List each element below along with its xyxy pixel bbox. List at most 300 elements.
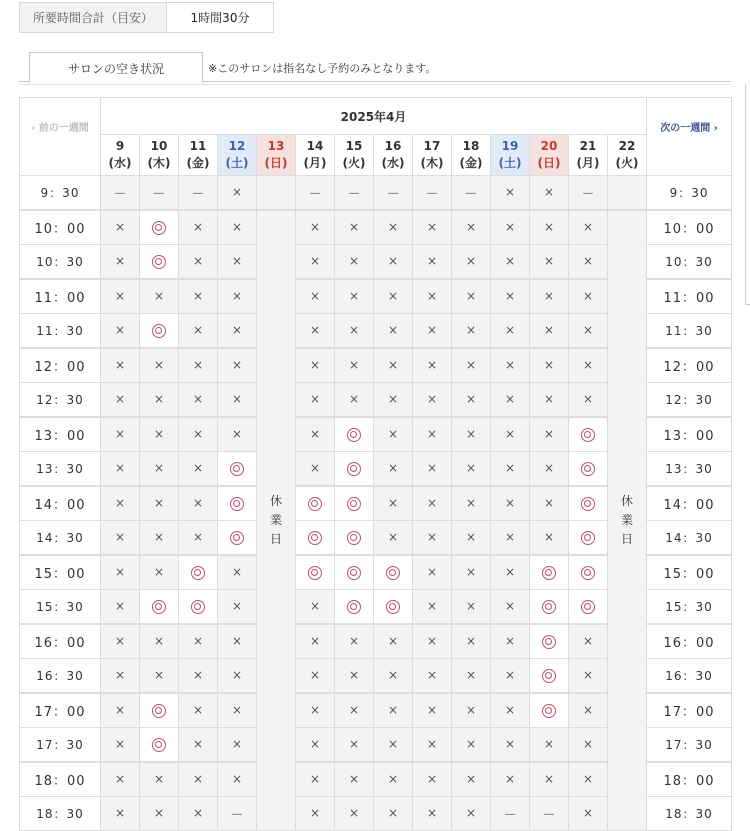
full-icon: × <box>309 392 321 406</box>
available-slot[interactable] <box>374 555 413 590</box>
available-slot[interactable] <box>335 590 374 625</box>
full-icon: × <box>309 737 321 751</box>
available-icon <box>152 738 166 752</box>
full-icon: × <box>543 772 555 786</box>
full-slot <box>491 314 530 349</box>
available-icon <box>152 324 166 338</box>
full-slot <box>491 555 530 590</box>
full-icon: × <box>582 634 594 648</box>
available-slot[interactable] <box>569 521 608 556</box>
available-slot[interactable] <box>179 555 218 590</box>
available-slot[interactable] <box>569 590 608 625</box>
full-icon: × <box>543 254 555 268</box>
full-slot <box>491 176 530 211</box>
full-slot <box>140 417 179 452</box>
day-header-16 <box>374 135 413 176</box>
full-slot <box>296 590 335 625</box>
available-slot[interactable] <box>569 486 608 521</box>
time-label: 10：30 <box>647 245 732 280</box>
full-slot <box>179 521 218 556</box>
full-icon: × <box>465 772 477 786</box>
full-icon: × <box>504 323 516 337</box>
full-slot <box>452 279 491 314</box>
available-icon <box>542 704 556 718</box>
available-slot[interactable] <box>140 245 179 280</box>
full-icon: × <box>114 737 126 751</box>
full-slot <box>179 797 218 831</box>
available-slot[interactable] <box>296 555 335 590</box>
full-icon: × <box>309 634 321 648</box>
full-icon: × <box>114 323 126 337</box>
full-icon: × <box>114 254 126 268</box>
full-icon: × <box>348 289 360 303</box>
full-slot <box>413 348 452 383</box>
full-icon: × <box>504 565 516 579</box>
full-slot <box>101 314 140 349</box>
full-slot <box>569 348 608 383</box>
full-slot <box>218 417 257 452</box>
full-slot <box>374 348 413 383</box>
full-icon: × <box>348 254 360 268</box>
full-slot <box>218 728 257 763</box>
time-label: 17：00 <box>20 693 101 728</box>
available-slot[interactable] <box>530 693 569 728</box>
available-slot[interactable] <box>179 590 218 625</box>
day-header-21 <box>569 135 608 176</box>
available-slot[interactable] <box>569 452 608 487</box>
day-weekday: (水) <box>381 156 405 170</box>
full-slot <box>413 555 452 590</box>
available-icon <box>581 600 595 614</box>
full-slot <box>491 659 530 694</box>
full-slot <box>452 521 491 556</box>
full-slot <box>218 210 257 245</box>
full-icon: × <box>426 703 438 717</box>
time-label: 12：30 <box>647 383 732 418</box>
availability-table <box>19 97 732 831</box>
unavailable-slot: － <box>413 176 452 211</box>
full-slot <box>569 762 608 797</box>
full-icon: × <box>114 496 126 510</box>
full-icon: × <box>504 358 516 372</box>
available-icon <box>581 428 595 442</box>
full-slot <box>374 486 413 521</box>
full-slot <box>569 797 608 831</box>
full-slot <box>140 659 179 694</box>
full-slot <box>101 245 140 280</box>
full-slot <box>530 762 569 797</box>
available-icon <box>191 600 205 614</box>
full-slot <box>140 797 179 831</box>
day-number: 21 <box>579 139 597 153</box>
closed-slot <box>608 176 647 211</box>
day-number: 11 <box>189 139 207 153</box>
full-icon: × <box>387 323 399 337</box>
full-slot <box>296 348 335 383</box>
full-icon: × <box>114 358 126 372</box>
full-icon: × <box>231 737 243 751</box>
full-icon: × <box>426 668 438 682</box>
full-slot <box>179 279 218 314</box>
full-slot <box>101 521 140 556</box>
unavailable-slot: － <box>452 176 491 211</box>
day-number: 18 <box>462 139 480 153</box>
full-icon: × <box>543 185 555 199</box>
full-icon: × <box>192 737 204 751</box>
full-slot <box>101 417 140 452</box>
full-icon: × <box>231 323 243 337</box>
full-icon: × <box>387 358 399 372</box>
full-slot <box>218 279 257 314</box>
available-slot[interactable] <box>335 452 374 487</box>
full-slot <box>140 555 179 590</box>
full-icon: × <box>231 289 243 303</box>
time-label: 11：00 <box>647 279 732 314</box>
available-slot[interactable] <box>218 452 257 487</box>
full-slot <box>179 762 218 797</box>
full-icon: × <box>153 668 165 682</box>
day-weekday: (火) <box>342 156 366 170</box>
full-icon: × <box>114 806 126 820</box>
full-slot <box>296 314 335 349</box>
full-icon: × <box>192 806 204 820</box>
prev-week-button[interactable] <box>20 98 101 176</box>
full-slot <box>491 348 530 383</box>
full-icon: × <box>387 703 399 717</box>
full-icon: × <box>192 772 204 786</box>
full-icon: × <box>426 634 438 648</box>
full-slot <box>179 348 218 383</box>
tab-salon-availability[interactable]: サロンの空き状況 <box>29 52 203 83</box>
full-slot <box>374 417 413 452</box>
full-icon: × <box>465 530 477 544</box>
full-slot <box>452 693 491 728</box>
full-icon: × <box>387 461 399 475</box>
full-slot <box>413 762 452 797</box>
full-slot <box>569 728 608 763</box>
full-slot <box>491 452 530 487</box>
full-icon: × <box>387 427 399 441</box>
full-slot <box>569 245 608 280</box>
time-label: 12：00 <box>20 348 101 383</box>
full-slot <box>374 210 413 245</box>
full-icon: × <box>309 806 321 820</box>
available-slot[interactable] <box>140 210 179 245</box>
time-label: 15：30 <box>20 590 101 625</box>
full-slot <box>452 797 491 831</box>
available-slot[interactable] <box>530 659 569 694</box>
available-slot[interactable] <box>335 521 374 556</box>
full-slot <box>452 624 491 659</box>
full-icon: × <box>231 358 243 372</box>
full-slot <box>179 383 218 418</box>
available-slot[interactable] <box>218 486 257 521</box>
full-icon: × <box>387 634 399 648</box>
day-header-10 <box>140 135 179 176</box>
time-label: 15：00 <box>647 555 732 590</box>
available-icon <box>347 497 361 511</box>
full-slot <box>374 314 413 349</box>
full-slot <box>335 279 374 314</box>
time-label: 18：00 <box>647 762 732 797</box>
full-icon: × <box>504 599 516 613</box>
time-label: 13：30 <box>20 452 101 487</box>
full-slot <box>452 590 491 625</box>
available-slot[interactable] <box>530 590 569 625</box>
full-slot <box>491 486 530 521</box>
unavailable-slot: － <box>179 176 218 211</box>
full-icon: × <box>348 634 360 648</box>
available-slot[interactable] <box>296 486 335 521</box>
full-icon: × <box>153 565 165 579</box>
day-weekday: (土) <box>498 156 522 170</box>
full-slot <box>569 279 608 314</box>
available-slot[interactable] <box>140 590 179 625</box>
full-slot <box>101 486 140 521</box>
full-icon: × <box>504 461 516 475</box>
full-slot <box>140 279 179 314</box>
slot-row <box>20 176 732 211</box>
day-weekday: (火) <box>615 156 639 170</box>
full-icon: × <box>309 668 321 682</box>
available-icon <box>152 221 166 235</box>
full-slot <box>413 452 452 487</box>
full-icon: × <box>387 289 399 303</box>
available-icon <box>581 497 595 511</box>
available-icon <box>308 531 322 545</box>
full-icon: × <box>465 737 477 751</box>
full-slot <box>413 383 452 418</box>
full-slot <box>218 762 257 797</box>
full-slot <box>374 728 413 763</box>
day-weekday: (木) <box>420 156 444 170</box>
full-icon: × <box>153 806 165 820</box>
available-slot[interactable] <box>530 624 569 659</box>
unavailable-slot: － <box>530 797 569 831</box>
full-slot <box>452 210 491 245</box>
full-icon: × <box>153 289 165 303</box>
available-slot[interactable] <box>335 417 374 452</box>
day-weekday: (水) <box>108 156 132 170</box>
full-slot <box>335 797 374 831</box>
full-slot <box>413 486 452 521</box>
full-icon: × <box>192 289 204 303</box>
full-slot <box>413 417 452 452</box>
full-icon: × <box>426 392 438 406</box>
time-label: 10：30 <box>20 245 101 280</box>
full-slot <box>413 624 452 659</box>
full-slot <box>530 210 569 245</box>
full-slot <box>569 693 608 728</box>
full-slot <box>101 348 140 383</box>
full-icon: × <box>426 737 438 751</box>
time-label: 9：30 <box>20 176 101 211</box>
full-slot <box>569 210 608 245</box>
full-icon: × <box>465 392 477 406</box>
available-slot[interactable] <box>140 314 179 349</box>
day-weekday: (金) <box>186 156 210 170</box>
full-slot <box>491 245 530 280</box>
slot-row <box>20 210 732 245</box>
full-slot <box>296 797 335 831</box>
full-slot <box>179 417 218 452</box>
available-slot[interactable] <box>374 590 413 625</box>
full-icon: × <box>543 427 555 441</box>
full-slot <box>218 555 257 590</box>
total-time-label: 所要時間合計（目安） <box>20 3 167 32</box>
time-label: 11：30 <box>647 314 732 349</box>
full-icon: × <box>465 703 477 717</box>
day-number: 19 <box>501 139 519 153</box>
full-icon: × <box>465 599 477 613</box>
day-header-14 <box>296 135 335 176</box>
closed-day-13: 休 業 日 <box>257 210 296 831</box>
full-icon: × <box>387 668 399 682</box>
full-icon: × <box>231 185 243 199</box>
total-time-summary <box>19 2 274 33</box>
available-slot[interactable] <box>335 555 374 590</box>
full-slot <box>530 417 569 452</box>
available-icon <box>230 462 244 476</box>
full-icon: × <box>582 254 594 268</box>
full-slot <box>140 348 179 383</box>
full-icon: × <box>192 254 204 268</box>
full-slot <box>491 521 530 556</box>
full-slot <box>218 245 257 280</box>
unavailable-slot: － <box>101 176 140 211</box>
full-slot <box>374 279 413 314</box>
full-slot <box>530 279 569 314</box>
days-header-row <box>20 135 732 176</box>
day-header-12 <box>218 135 257 176</box>
full-icon: × <box>387 392 399 406</box>
full-icon: × <box>543 323 555 337</box>
full-icon: × <box>426 358 438 372</box>
full-icon: × <box>153 427 165 441</box>
full-icon: × <box>114 668 126 682</box>
available-icon <box>581 462 595 476</box>
available-icon <box>308 497 322 511</box>
full-slot <box>491 728 530 763</box>
available-slot[interactable] <box>335 486 374 521</box>
full-slot <box>374 245 413 280</box>
available-icon <box>230 531 244 545</box>
available-slot[interactable] <box>296 521 335 556</box>
next-week-button[interactable] <box>647 98 732 176</box>
full-icon: × <box>504 254 516 268</box>
full-icon: × <box>504 427 516 441</box>
full-icon: × <box>426 289 438 303</box>
day-number: 14 <box>306 139 324 153</box>
full-slot <box>530 383 569 418</box>
available-slot[interactable] <box>218 521 257 556</box>
full-slot <box>101 279 140 314</box>
full-icon: × <box>309 254 321 268</box>
full-slot <box>218 693 257 728</box>
full-icon: × <box>231 427 243 441</box>
full-slot <box>335 624 374 659</box>
time-label: 18：00 <box>20 762 101 797</box>
full-slot <box>491 590 530 625</box>
full-slot <box>335 383 374 418</box>
full-icon: × <box>504 703 516 717</box>
full-icon: × <box>582 392 594 406</box>
full-icon: × <box>192 220 204 234</box>
full-icon: × <box>192 530 204 544</box>
full-icon: × <box>426 323 438 337</box>
full-icon: × <box>582 358 594 372</box>
full-slot <box>140 486 179 521</box>
full-icon: × <box>543 220 555 234</box>
full-icon: × <box>504 220 516 234</box>
day-header-11 <box>179 135 218 176</box>
full-slot <box>218 624 257 659</box>
full-icon: × <box>582 323 594 337</box>
full-icon: × <box>309 289 321 303</box>
full-icon: × <box>348 323 360 337</box>
day-header-9 <box>101 135 140 176</box>
available-slot[interactable] <box>140 693 179 728</box>
full-icon: × <box>543 737 555 751</box>
full-slot <box>101 590 140 625</box>
full-icon: × <box>504 668 516 682</box>
available-icon <box>191 566 205 580</box>
full-icon: × <box>348 703 360 717</box>
full-slot <box>179 728 218 763</box>
full-icon: × <box>465 427 477 441</box>
full-slot <box>101 797 140 831</box>
time-label: 17：30 <box>647 728 732 763</box>
full-slot <box>413 693 452 728</box>
full-slot <box>101 555 140 590</box>
full-slot <box>569 624 608 659</box>
available-slot[interactable] <box>569 417 608 452</box>
full-icon: × <box>231 254 243 268</box>
full-slot <box>452 417 491 452</box>
available-slot[interactable] <box>569 555 608 590</box>
available-icon <box>542 600 556 614</box>
time-label: 9：30 <box>647 176 732 211</box>
time-label: 11：30 <box>20 314 101 349</box>
full-icon: × <box>426 220 438 234</box>
full-slot <box>530 728 569 763</box>
unavailable-slot: － <box>140 176 179 211</box>
available-icon <box>347 600 361 614</box>
full-slot <box>179 693 218 728</box>
full-icon: × <box>153 530 165 544</box>
full-slot <box>335 762 374 797</box>
full-slot <box>101 210 140 245</box>
full-slot <box>491 417 530 452</box>
available-icon <box>308 566 322 580</box>
available-slot[interactable] <box>140 728 179 763</box>
full-icon: × <box>114 772 126 786</box>
full-icon: × <box>192 392 204 406</box>
full-icon: × <box>465 634 477 648</box>
full-slot <box>296 417 335 452</box>
full-icon: × <box>504 496 516 510</box>
full-icon: × <box>504 530 516 544</box>
time-label: 14：30 <box>20 521 101 556</box>
full-icon: × <box>309 323 321 337</box>
full-slot <box>101 728 140 763</box>
full-slot <box>374 452 413 487</box>
available-slot[interactable] <box>530 555 569 590</box>
full-icon: × <box>309 599 321 613</box>
full-icon: × <box>465 668 477 682</box>
full-slot <box>101 659 140 694</box>
full-icon: × <box>543 392 555 406</box>
